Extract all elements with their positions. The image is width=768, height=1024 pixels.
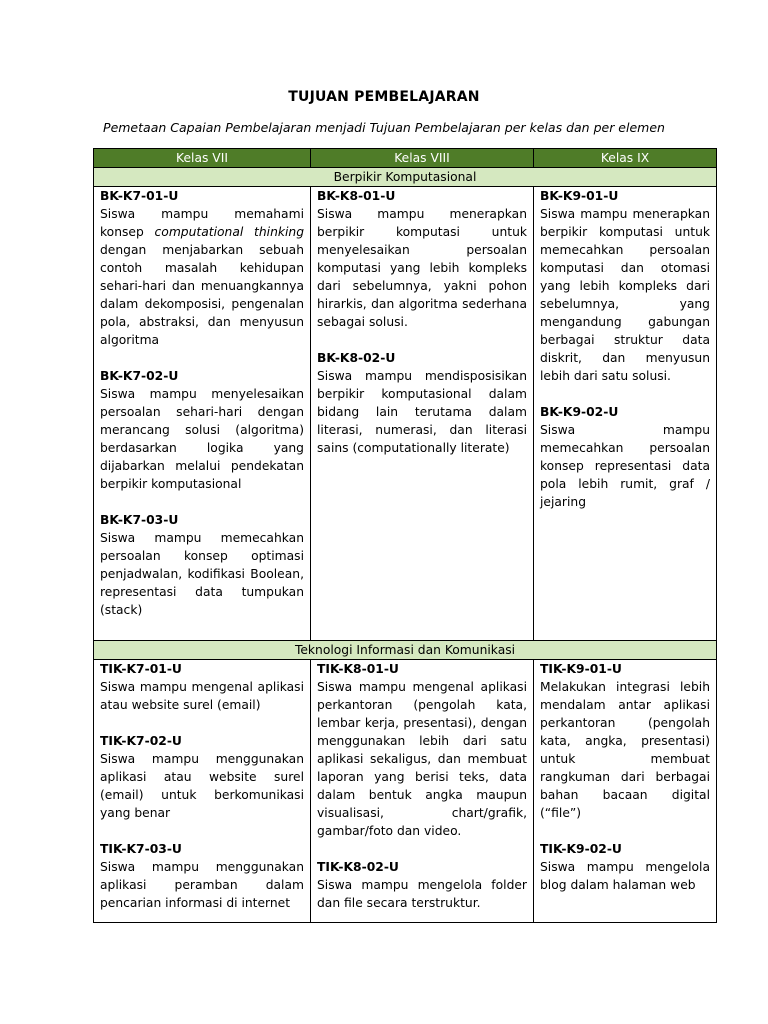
objectives-row (94, 187, 717, 641)
objective-description: Melakukan integrasi lebih mendalam antar aplikasi perkantoran (pengolah kata, angka, presentasi) untuk membuat rangkuman dari berbagai bahan bacaan digital (“file”) (540, 680, 710, 820)
objective-code: BK-K8-01-U (317, 189, 396, 203)
objective-code: TIK-K8-01-U (317, 662, 399, 676)
objective-description: Siswa mampu menerapkan berpikir komputasi untuk memecahkan persoalan komputasi dan otomasi yang lebih kompleks dari sebelumnya, yang mengandung gabungan berbagai struktur data diskrit, dan menyusun lebih dari satu solusi. (540, 207, 710, 383)
objective-code: TIK-K8-02-U (317, 860, 399, 874)
cell-kelas-viii (311, 660, 534, 923)
objective-code: TIK-K7-01-U (100, 662, 182, 676)
cell-kelas-vii (94, 187, 311, 641)
header-row (94, 149, 717, 168)
objective-description: Siswa mampu menyelesaikan persoalan sehari-hari dengan merancang solusi (algoritma) berdasarkan logika yang dijabarkan melalui pendekatan berpikir komputasional (100, 387, 304, 491)
page-title: TUJUAN PEMBELAJARAN (288, 89, 480, 105)
objective-description: Siswa mampu menerapkan berpikir komputasi untuk menyelesaikan persoalan komputasi yang lebih kompleks dari sebelumnya, yakni pohon hirarkis, dan algoritma sederhana sebagai solusi. (317, 207, 527, 329)
objective-code: TIK-K7-03-U (100, 842, 182, 856)
objective-description: Siswa mampu mengenal aplikasi perkantoran (pengolah kata, lembar kerja, presentasi), dengan menggunakan lebih dari satu aplikasi sekaligus, dan membuat laporan yang berisi teks, data dalam bentuk angka maupun visualisasi, chart/grafik, gambar/foto dan video. (317, 680, 527, 838)
cell-kelas-ix (534, 187, 717, 641)
cell-kelas-ix (534, 660, 717, 923)
section-label: Teknologi Informasi dan Komunikasi (94, 641, 717, 660)
learning-objectives-table (93, 148, 717, 923)
objective-description: Siswa mampu memecahkan persoalan konsep optimasi penjadwalan, kodifikasi Boolean, representasi data tumpukan (stack) (100, 531, 304, 617)
objective-description: Siswa mampu mengelola folder dan file secara terstruktur. (317, 878, 527, 910)
objective-code: BK-K7-03-U (100, 513, 179, 527)
page-subtitle: Pemetaan Capaian Pembelajaran menjadi Tujuan Pembelajaran per kelas dan per elemen (103, 120, 665, 135)
header-kelas-ix: Kelas IX (534, 149, 717, 168)
objective-description: Siswa mampu menggunakan aplikasi peramban dalam pencarian informasi di internet (100, 860, 304, 910)
objective-code: BK-K9-01-U (540, 189, 619, 203)
header-kelas-viii: Kelas VIII (311, 149, 534, 168)
objectives-row (94, 660, 717, 923)
objective-description: Siswa mampu mengelola blog dalam halaman web (540, 860, 710, 892)
objective-code: TIK-K9-01-U (540, 662, 622, 676)
objective-code: BK-K9-02-U (540, 405, 619, 419)
objective-description: Siswa mampu mengenal aplikasi atau website surel (email) (100, 680, 304, 712)
cell-kelas-vii (94, 660, 311, 923)
objective-description: Siswa mampu memahami konsep computational thinking dengan menjabarkan sebuah contoh masalah kehidupan sehari-hari dan menuangkannya dalam dekomposisi, pengenalan pola, abstraksi, dan menyusun algoritma (100, 207, 304, 347)
objective-code: BK-K8-02-U (317, 351, 396, 365)
objective-code: TIK-K7-02-U (100, 734, 182, 748)
objective-description: Siswa mampu menggunakan aplikasi atau website surel (email) untuk berkomunikasi yang benar (100, 752, 304, 820)
objective-code: TIK-K9-02-U (540, 842, 622, 856)
section-label: Berpikir Komputasional (94, 168, 717, 187)
objective-description: Siswa mampu memecahkan persoalan konsep representasi data pola lebih rumit, graf / jejaring (540, 423, 710, 509)
header-kelas-vii: Kelas VII (94, 149, 311, 168)
section-row-berpikir-komputasional (94, 168, 717, 187)
section-row-tik (94, 641, 717, 660)
objective-description: Siswa mampu mendisposisikan berpikir komputasional dalam bidang lain terutama dalam literasi, numerasi, dan literasi sains (computationally literate) (317, 369, 527, 455)
objective-code: BK-K7-02-U (100, 369, 179, 383)
objective-code: BK-K7-01-U (100, 189, 179, 203)
cell-kelas-viii (311, 187, 534, 641)
